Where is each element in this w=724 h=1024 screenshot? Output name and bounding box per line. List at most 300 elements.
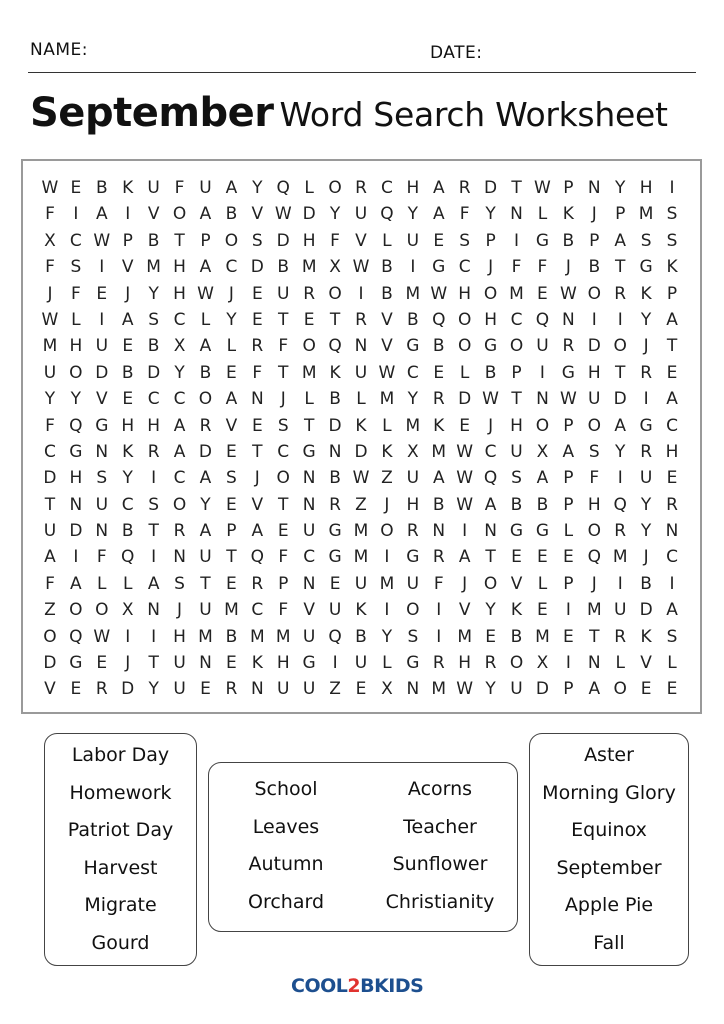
grid-letter: S — [148, 494, 160, 515]
grid-letter: O — [328, 283, 342, 304]
grid-letter: Q — [328, 626, 342, 647]
grid-letter: P — [563, 679, 574, 700]
grid-letter: J — [125, 653, 131, 674]
grid-letter: T — [200, 573, 211, 594]
grid-letter: H — [173, 626, 186, 647]
grid-letter: B — [121, 521, 134, 542]
grid-letter: W — [41, 178, 59, 198]
grid-letter: U — [199, 547, 212, 568]
grid-letter: E — [640, 679, 652, 700]
grid-letter: D — [198, 441, 213, 462]
grid-letter: O — [380, 521, 394, 542]
grid-letter: F — [433, 573, 444, 594]
grid-letter: E — [200, 679, 211, 700]
grid-letter: U — [328, 600, 342, 621]
grid-letter: M — [301, 257, 317, 278]
grid-letter: U — [43, 521, 57, 542]
name-label: NAME: — [30, 40, 88, 60]
grid-letter: E — [562, 547, 574, 568]
grid-letter: F — [70, 283, 81, 304]
grid-letter: V — [355, 230, 367, 251]
grid-letter: Y — [226, 309, 237, 330]
grid-letter: A — [95, 204, 108, 225]
grid-letter: B — [432, 336, 445, 357]
grid-letter: R — [251, 573, 264, 594]
grid-letter: C — [173, 389, 186, 410]
grid-letter: F — [459, 204, 470, 225]
grid-letter: Y — [615, 178, 626, 198]
grid-letter: D — [43, 468, 57, 489]
grid-letter: R — [199, 415, 212, 436]
grid-letter: N — [199, 653, 212, 674]
grid-letter: E — [70, 679, 82, 700]
grid-letter: G — [406, 653, 420, 674]
grid-letter: N — [665, 521, 679, 542]
grid-letter: W — [559, 283, 577, 304]
grid-letter: C — [303, 547, 316, 568]
grid-letter: T — [589, 626, 600, 647]
grid-letter: V — [95, 389, 108, 410]
grid-letter: D — [302, 204, 316, 225]
grid-letter: O — [276, 468, 290, 489]
grid-letter: O — [613, 679, 627, 700]
grid-letter: B — [381, 283, 393, 304]
grid-letter: R — [355, 178, 367, 198]
grid-letter: J — [462, 573, 468, 594]
word-item: Christianity — [385, 890, 495, 913]
grid-letter: L — [615, 653, 625, 674]
grid-letter: K — [433, 415, 445, 436]
grid-letter: I — [125, 626, 131, 647]
grid-letter: A — [70, 573, 82, 594]
grid-letter: T — [511, 178, 522, 198]
grid-letter: H — [69, 468, 83, 489]
grid-letter: W — [352, 468, 370, 489]
grid-letter: I — [99, 309, 105, 330]
grid-letter: O — [587, 415, 601, 436]
letter-grid — [37, 175, 685, 703]
grid-letter: R — [432, 547, 445, 568]
word-item: Apple Pie — [564, 894, 654, 917]
grid-letter: U — [277, 679, 290, 700]
grid-letter: E — [537, 547, 548, 568]
grid-letter: U — [354, 573, 368, 594]
grid-letter: B — [407, 309, 419, 330]
grid-letter: P — [122, 230, 133, 251]
word-box-right — [529, 733, 689, 966]
grid-letter: U — [588, 389, 601, 410]
grid-letter: T — [666, 336, 678, 357]
grid-letter: J — [488, 415, 494, 436]
grid-letter: N — [95, 521, 109, 542]
word-item: Labor Day — [71, 744, 170, 766]
grid-letter: S — [148, 309, 160, 330]
grid-letter: E — [511, 547, 522, 568]
grid-letter: E — [96, 653, 108, 674]
grid-letter: V — [121, 257, 134, 278]
title-rest: Word Search Worksheet — [279, 95, 668, 134]
grid-letter: E — [666, 679, 678, 700]
grid-letter: J — [228, 283, 234, 304]
grid-letter: T — [148, 521, 159, 542]
grid-letter: G — [328, 547, 342, 568]
grid-letter: J — [125, 283, 131, 304]
grid-letter: E — [226, 573, 237, 594]
grid-letter: I — [617, 309, 623, 330]
grid-letter: E — [329, 573, 341, 594]
grid-letter: N — [510, 204, 523, 225]
grid-letter: V — [510, 573, 523, 594]
word-list-right — [530, 734, 688, 963]
logo-part-1: COOL — [291, 975, 348, 997]
grid-letter: P — [278, 573, 289, 594]
grid-letter: R — [329, 494, 341, 515]
grid-letter: C — [69, 230, 82, 251]
grid-letter: U — [302, 679, 316, 700]
grid-letter: O — [302, 336, 316, 357]
grid-letter: A — [44, 547, 56, 568]
word-columns — [209, 763, 517, 921]
grid-letter: W — [430, 283, 448, 304]
grid-letter: G — [509, 521, 524, 542]
grid-letter: I — [539, 362, 545, 383]
grid-letter: F — [330, 230, 340, 251]
grid-letter: X — [536, 653, 549, 674]
grid-letter: T — [174, 230, 185, 251]
grid-letter: M — [42, 336, 58, 357]
grid-letter: A — [199, 521, 212, 542]
grid-letter: T — [615, 257, 626, 278]
grid-letter: D — [328, 415, 342, 436]
grid-letter: B — [536, 494, 549, 515]
grid-letter: P — [511, 362, 522, 383]
grid-letter: U — [613, 600, 627, 621]
grid-letter: M — [431, 679, 447, 700]
grid-letter: K — [122, 441, 134, 462]
grid-letter: G — [69, 653, 83, 674]
grid-letter: C — [510, 309, 523, 330]
grid-letter: V — [147, 204, 160, 225]
grid-letter: N — [354, 336, 368, 357]
grid-letter: E — [226, 441, 237, 462]
grid-letter: G — [328, 521, 342, 542]
grid-letter: C — [484, 441, 497, 462]
grid-letter: B — [121, 362, 134, 383]
grid-letter: K — [355, 415, 367, 436]
grid-letter: U — [406, 468, 420, 489]
grid-letter: O — [43, 626, 57, 647]
grid-letter: E — [485, 626, 496, 647]
grid-letter: V — [303, 600, 315, 621]
grid-letter: R — [147, 441, 160, 462]
grid-letter: I — [99, 257, 105, 278]
grid-letter: I — [151, 626, 157, 647]
grid-letter: B — [510, 626, 523, 647]
grid-letter: V — [458, 600, 471, 621]
grid-letter: D — [639, 600, 653, 621]
grid-letter: X — [407, 441, 419, 462]
grid-letter: J — [488, 257, 494, 278]
grid-letter: K — [329, 362, 341, 383]
grid-letter: P — [563, 494, 574, 515]
grid-letter: Z — [44, 600, 56, 621]
grid-letter: U — [406, 230, 420, 251]
word-item: Autumn — [248, 853, 324, 876]
grid-letter: Q — [69, 415, 83, 436]
grid-letter: W — [456, 468, 474, 489]
grid-letter: A — [484, 494, 497, 515]
grid-letter: I — [73, 204, 79, 225]
grid-letter: S — [511, 468, 522, 489]
grid-letter: S — [407, 626, 419, 647]
grid-letter: A — [432, 468, 445, 489]
grid-letter: I — [617, 573, 623, 594]
grid-letter: Y — [148, 283, 159, 304]
grid-letter: I — [151, 547, 157, 568]
grid-letter: Q — [276, 178, 290, 198]
grid-letter: E — [277, 521, 289, 542]
grid-letter: C — [173, 468, 186, 489]
grid-letter: D — [354, 441, 368, 462]
grid-letter: R — [225, 679, 238, 700]
grid-letter: M — [224, 600, 239, 621]
grid-letter: E — [70, 178, 82, 198]
grid-letter: M — [431, 441, 447, 462]
grid-letter: F — [278, 336, 289, 357]
grid-letter: Y — [381, 626, 393, 647]
grid-letter: H — [406, 178, 420, 198]
grid-letter: E — [459, 415, 471, 436]
grid-letter: Y — [70, 389, 82, 410]
grid-letter: N — [587, 653, 601, 674]
grid-letter: A — [666, 600, 678, 621]
grid-letter: F — [45, 415, 55, 436]
grid-letter: O — [172, 494, 187, 515]
grid-letter: L — [226, 336, 237, 357]
grid-letter: T — [615, 362, 626, 383]
grid-letter: G — [561, 362, 575, 383]
grid-letter: M — [405, 415, 421, 436]
grid-letter: V — [381, 309, 393, 330]
grid-letter: O — [587, 521, 601, 542]
grid-letter: T — [278, 362, 289, 383]
grid-letter: I — [591, 309, 597, 330]
grid-letter: F — [45, 257, 55, 278]
grid-letter: Y — [200, 494, 211, 515]
grid-letter: K — [355, 600, 367, 621]
word-item: Teacher — [403, 815, 477, 838]
grid-letter: X — [536, 441, 549, 462]
grid-letter: N — [173, 547, 186, 568]
grid-letter: C — [666, 415, 678, 436]
grid-letter: N — [328, 441, 342, 462]
grid-letter: R — [303, 283, 316, 304]
grid-letter: I — [73, 547, 79, 568]
grid-letter: U — [277, 283, 290, 304]
grid-letter: C — [666, 547, 678, 568]
grid-letter: C — [458, 257, 471, 278]
grid-letter: A — [173, 415, 186, 436]
grid-letter: S — [277, 415, 289, 436]
grid-letter: U — [354, 653, 368, 674]
grid-letter: O — [483, 283, 498, 304]
grid-letter: Y — [485, 679, 496, 700]
grid-letter: S — [666, 204, 678, 225]
grid-letter: U — [199, 178, 212, 198]
grid-letter: Y — [407, 389, 419, 410]
grid-letter: R — [484, 653, 497, 674]
grid-letter: P — [226, 521, 237, 542]
grid-letter: J — [643, 547, 649, 568]
grid-letter: Y — [615, 441, 626, 462]
grid-letter: G — [302, 653, 316, 674]
grid-letter: I — [436, 626, 442, 647]
grid-letter: P — [563, 178, 574, 198]
grid-letter: M — [457, 626, 472, 647]
grid-letter: A — [147, 573, 160, 594]
grid-letter: F — [252, 362, 263, 383]
grid-letter: L — [459, 362, 470, 383]
grid-letter: R — [562, 336, 575, 357]
word-list-left — [45, 734, 196, 963]
grid-letter: H — [587, 494, 601, 515]
grid-letter: N — [536, 389, 549, 410]
header-divider — [28, 72, 696, 73]
grid-letter: O — [587, 283, 601, 304]
grid-letter: D — [250, 257, 264, 278]
grid-letter: U — [510, 441, 523, 462]
word-item: Sunflower — [392, 853, 488, 876]
grid-letter: C — [121, 494, 134, 515]
grid-letter: F — [511, 257, 522, 278]
grid-letter: B — [355, 626, 367, 647]
grid-letter: L — [563, 521, 574, 542]
grid-letter: V — [381, 336, 393, 357]
grid-letter: S — [588, 441, 600, 462]
grid-letter: K — [251, 653, 263, 674]
grid-letter: S — [174, 573, 185, 594]
grid-letter: X — [121, 600, 134, 621]
grid-letter: E — [303, 309, 315, 330]
grid-letter: P — [200, 230, 211, 251]
grid-letter: A — [121, 309, 134, 330]
grid-letter: C — [251, 600, 264, 621]
word-item: Leaves — [252, 815, 320, 838]
grid-letter: O — [457, 336, 472, 357]
grid-letter: E — [562, 626, 574, 647]
grid-letter: B — [329, 389, 341, 410]
grid-letter: W — [197, 283, 214, 304]
grid-letter: W — [559, 389, 577, 410]
grid-letter: R — [614, 626, 627, 647]
worksheet-title — [30, 90, 668, 136]
grid-letter: X — [44, 230, 56, 251]
grid-letter: K — [666, 257, 678, 278]
grid-letter: N — [302, 468, 316, 489]
grid-letter: A — [588, 679, 601, 700]
grid-letter: B — [432, 494, 445, 515]
grid-letter: Q — [121, 547, 135, 568]
grid-letter: I — [643, 389, 649, 410]
grid-letter: N — [432, 521, 446, 542]
grid-letter: I — [436, 600, 442, 621]
grid-letter: B — [225, 204, 238, 225]
grid-letter: Y — [640, 521, 652, 542]
grid-letter: F — [589, 468, 600, 489]
grid-letter: W — [93, 230, 111, 251]
grid-letter: Q — [483, 468, 498, 489]
grid-letter: V — [225, 415, 238, 436]
grid-letter: Z — [355, 494, 367, 515]
grid-letter: A — [199, 257, 212, 278]
grid-letter: J — [384, 494, 390, 515]
grid-letter: P — [485, 230, 496, 251]
grid-letter: M — [249, 626, 265, 647]
grid-letter: G — [406, 547, 420, 568]
grid-letter: V — [640, 653, 652, 674]
grid-letter: L — [71, 309, 81, 330]
grid-letter: Z — [329, 679, 341, 700]
grid-letter: N — [250, 389, 264, 410]
grid-letter: M — [146, 257, 161, 278]
grid-letter: T — [226, 547, 237, 568]
grid-letter: L — [382, 653, 392, 674]
word-box-left — [44, 733, 197, 966]
grid-letter: M — [379, 389, 395, 410]
grid-letter: H — [587, 362, 601, 383]
grid-letter: K — [381, 441, 393, 462]
grid-letter: K — [122, 178, 134, 198]
grid-letter: A — [458, 547, 471, 568]
grid-letter: E — [251, 309, 263, 330]
grid-letter: C — [380, 178, 393, 198]
grid-letter: E — [96, 283, 108, 304]
grid-letter: E — [226, 494, 237, 515]
grid-letter: A — [225, 389, 238, 410]
grid-letter: H — [147, 415, 161, 436]
grid-letter: Y — [148, 679, 159, 700]
grid-letter: U — [536, 336, 549, 357]
grid-letter: J — [280, 389, 286, 410]
grid-letter: X — [381, 679, 393, 700]
grid-letter: C — [406, 362, 419, 383]
grid-letter: W — [378, 362, 396, 383]
grid-letter: B — [562, 230, 575, 251]
word-item: Orchard — [247, 890, 325, 913]
brand-logo — [291, 975, 423, 997]
grid-letter: R — [614, 521, 627, 542]
grid-letter: A — [666, 389, 678, 410]
grid-letter: U — [95, 336, 109, 357]
grid-letter: T — [44, 494, 56, 515]
grid-letter: O — [509, 653, 524, 674]
word-item: Morning Glory — [542, 781, 676, 804]
grid-letter: F — [174, 178, 185, 198]
grid-letter: L — [200, 309, 211, 330]
grid-letter: L — [382, 230, 392, 251]
word-item: Acorns — [407, 778, 473, 800]
grid-letter: B — [484, 362, 497, 383]
grid-letter: C — [277, 441, 290, 462]
grid-letter: O — [224, 230, 239, 251]
grid-letter: S — [251, 230, 263, 251]
grid-letter: I — [332, 653, 338, 674]
grid-letter: E — [122, 389, 134, 410]
grid-letter: I — [462, 521, 468, 542]
grid-letter: O — [95, 600, 109, 621]
grid-letter: U — [199, 600, 212, 621]
grid-letter: H — [406, 494, 420, 515]
